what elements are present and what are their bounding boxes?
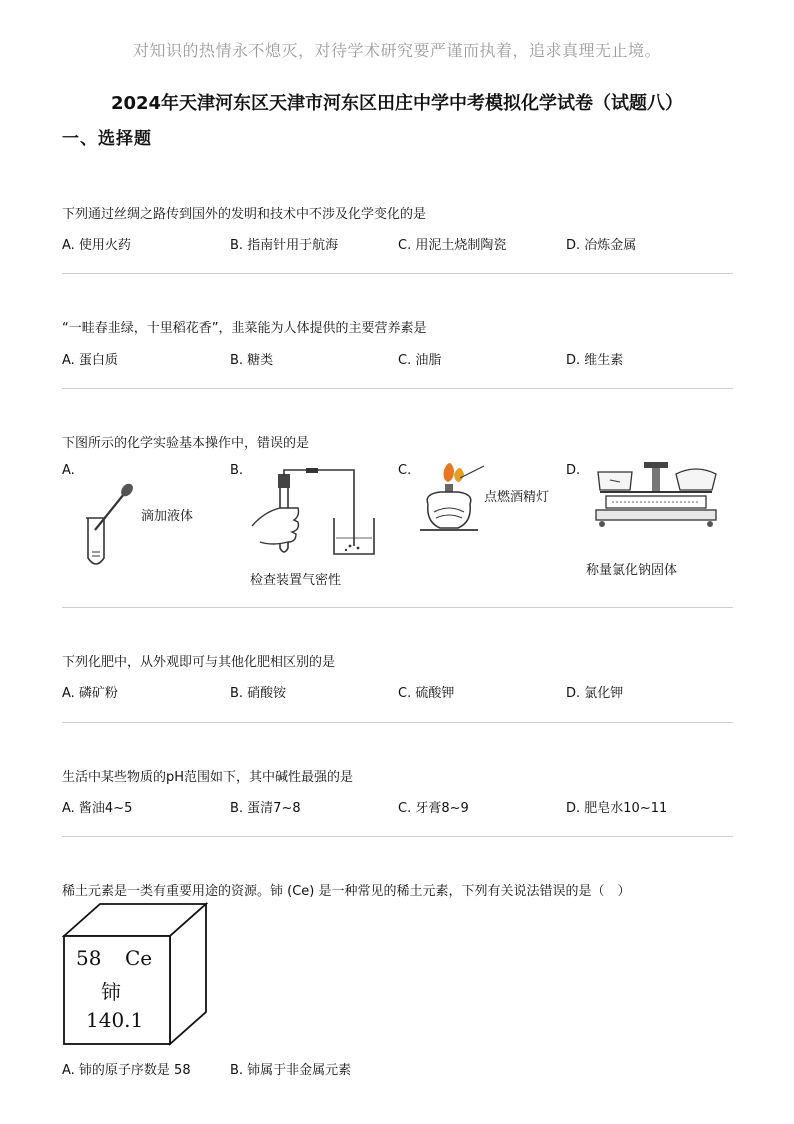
alcohol-lamp-icon: [414, 458, 486, 536]
caption-b: 检查装置气密性: [250, 573, 342, 588]
page-motto: 对知识的热情永不熄灭，对待学术研究要严谨而执着，追求真理无止境。: [132, 41, 661, 60]
option-b[interactable]: B. 指南针用于航海: [230, 238, 339, 253]
option-d[interactable]: D.: [566, 463, 581, 478]
dropper-test-tube-icon: [80, 478, 140, 570]
question-stem: 下列通过丝绸之路传到国外的发明和技术中不涉及化学变化的是: [62, 207, 427, 222]
option-d[interactable]: D. 氯化钾: [566, 686, 624, 701]
option-b[interactable]: B.: [230, 463, 244, 478]
page-title: 2024年天津河东区天津市河东区田庄中学中考模拟化学试卷（试题八）: [110, 93, 684, 114]
option-a[interactable]: A. 蛋白质: [62, 353, 118, 368]
option-a[interactable]: A. 磷矿粉: [62, 686, 118, 701]
option-d[interactable]: D. 肥皂水10~11: [566, 801, 668, 816]
element-atomic-mass: 140.1: [86, 1008, 144, 1032]
option-c[interactable]: C.: [398, 463, 412, 478]
divider: [62, 388, 733, 389]
question-stem: 下列化肥中，从外观即可与其他化肥相区别的是: [62, 655, 336, 670]
option-c[interactable]: C. 用泥土烧制陶瓷: [398, 238, 507, 253]
divider: [62, 836, 733, 837]
option-b[interactable]: B. 蛋清7~8: [230, 801, 301, 816]
option-c[interactable]: C. 油脂: [398, 353, 442, 368]
question-stem: 稀土元素是一类有重要用途的资源。铈 (Ce) 是一种常见的稀土元素，下列有关说法错误的是（ ）: [62, 884, 631, 899]
element-atomic-number: 58: [76, 946, 102, 970]
caption-d: 称量氯化钠固体: [586, 563, 678, 578]
divider: [62, 607, 733, 608]
divider: [62, 273, 733, 274]
option-d[interactable]: D. 冶炼金属: [566, 238, 637, 253]
option-b[interactable]: B. 铈属于非金属元素: [230, 1063, 352, 1078]
option-c[interactable]: C. 牙膏8~9: [398, 801, 469, 816]
option-a[interactable]: A. 使用火药: [62, 238, 131, 253]
option-d[interactable]: D. 维生素: [566, 353, 624, 368]
section-heading: 一、选择题: [62, 129, 152, 149]
option-a[interactable]: A.: [62, 463, 75, 478]
element-name: 铈: [101, 980, 121, 1004]
balance-scale-icon: [592, 460, 722, 536]
option-a[interactable]: A. 铈的原子序数是 58: [62, 1063, 191, 1078]
question-stem: “一畦春韭绿，十里稻花香”，韭菜能为人体提供的主要营养素是: [62, 321, 427, 336]
option-a[interactable]: A. 酱油4~5: [62, 801, 133, 816]
option-b[interactable]: B. 糖类: [230, 353, 274, 368]
option-b[interactable]: B. 硝酸铵: [230, 686, 287, 701]
question-stem: 生活中某些物质的pH范围如下，其中碱性最强的是: [62, 770, 354, 785]
option-c[interactable]: C. 硫酸钾: [398, 686, 455, 701]
airtightness-apparatus-icon: [250, 468, 380, 560]
element-symbol: Ce: [125, 946, 153, 970]
caption-c: 点燃酒精灯: [484, 490, 550, 505]
divider: [62, 722, 733, 723]
question-stem: 下图所示的化学实验基本操作中，错误的是: [62, 436, 310, 451]
caption-a: 滴加液体: [141, 509, 194, 524]
